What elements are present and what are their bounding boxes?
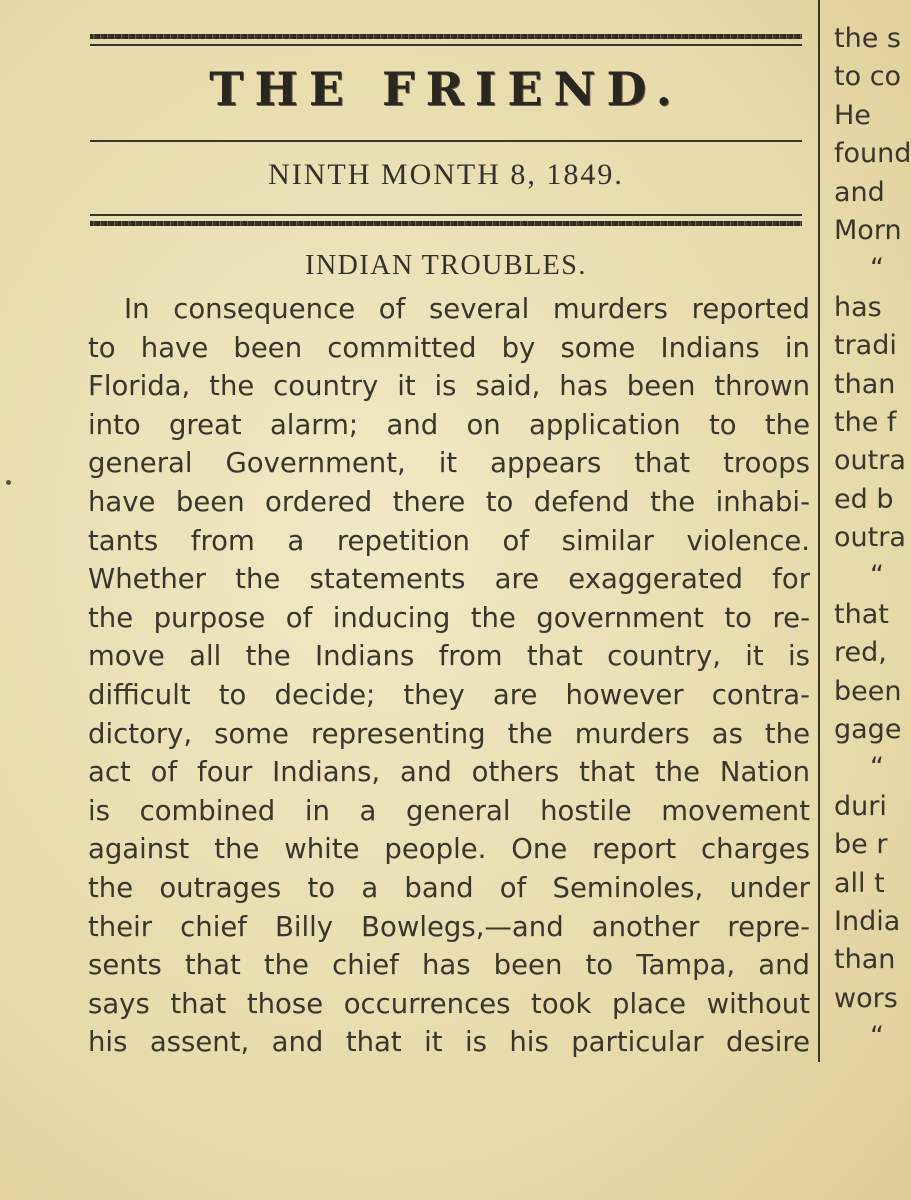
article-line: into great alarm; and on application to the bbox=[88, 408, 810, 441]
article-line: is combined in a general hostile movement bbox=[88, 794, 810, 827]
fragment-line: “ bbox=[870, 1021, 884, 1053]
masthead-top-rule bbox=[90, 34, 802, 39]
fragment-line: than bbox=[834, 944, 896, 976]
fragment-line: Morn bbox=[834, 214, 902, 246]
fragment-line: that bbox=[834, 598, 889, 630]
issue-dateline: NINTH MONTH 8, 1849. bbox=[268, 158, 624, 191]
fragment-line: gage bbox=[834, 714, 902, 746]
article-line: their chief Billy Bowlegs,—and another repre- bbox=[88, 910, 810, 943]
fragment-line: outra bbox=[834, 522, 906, 554]
fragment-line: found bbox=[834, 138, 911, 170]
article-line: tants from a repetition of similar violence. bbox=[88, 524, 810, 557]
article-line: sents that the chief has been to Tampa, and bbox=[88, 949, 810, 982]
adjacent-column-fragment bbox=[834, 20, 911, 1057]
fragment-line: has bbox=[834, 291, 882, 323]
masthead-top-thin-rule bbox=[90, 44, 802, 46]
article-line: move all the Indians from that country, it is bbox=[88, 640, 810, 673]
article-line: the purpose of inducing the government to re- bbox=[88, 601, 810, 634]
fragment-line: He bbox=[834, 99, 871, 131]
article-line: Florida, the country it is said, has been thrown bbox=[88, 370, 810, 403]
fragment-line: and bbox=[834, 176, 885, 208]
article-line: against the white people. One report charges bbox=[88, 833, 810, 866]
fragment-line: wors bbox=[834, 982, 898, 1014]
article-line: his assent, and that it is his particular desire bbox=[88, 1026, 810, 1059]
article-line: Whether the statements are exaggerated for bbox=[88, 563, 810, 596]
dateline-bottom-rule bbox=[90, 221, 802, 226]
article-line: dictory, some representing the murders as the bbox=[88, 717, 810, 750]
article-body bbox=[88, 290, 810, 1062]
fragment-line: tradi bbox=[834, 330, 897, 362]
article-line: general Government, it appears that troops bbox=[88, 447, 810, 480]
fragment-line: India bbox=[834, 905, 901, 937]
column-divider bbox=[818, 0, 820, 1062]
article-line: In consequence of several murders reported bbox=[124, 293, 810, 325]
fragment-line: red, bbox=[834, 637, 887, 669]
fragment-line: “ bbox=[870, 752, 884, 784]
article-line: act of four Indians, and others that the Nation bbox=[88, 756, 810, 789]
article-line: have been ordered there to defend the inhabi- bbox=[88, 485, 810, 518]
article-line: the outrages to a band of Seminoles, under bbox=[88, 871, 810, 904]
fragment-line: “ bbox=[870, 560, 884, 592]
masthead-title: THE FRIEND. bbox=[209, 62, 683, 116]
fragment-line: be r bbox=[834, 829, 888, 861]
fragment-line: ed b bbox=[834, 483, 894, 515]
fragment-line: “ bbox=[870, 253, 884, 285]
article-line: to have been committed by some Indians in bbox=[88, 331, 810, 364]
fragment-line: to co bbox=[834, 61, 902, 93]
fragment-line: than bbox=[834, 368, 896, 400]
article-headline: INDIAN TROUBLES. bbox=[305, 250, 587, 281]
fragment-line: duri bbox=[834, 790, 887, 822]
fragment-line: been bbox=[834, 675, 902, 707]
paper-speck bbox=[6, 480, 11, 485]
fragment-line: all t bbox=[834, 867, 885, 899]
article-line: difficult to decide; they are however contra- bbox=[88, 678, 810, 711]
masthead-bottom-rule bbox=[90, 140, 802, 142]
article-line: says that those occurrences took place without bbox=[88, 987, 810, 1020]
fragment-line: outra bbox=[834, 445, 906, 477]
dateline-bottom-thin-rule bbox=[90, 214, 802, 216]
fragment-line: the f bbox=[834, 406, 897, 438]
fragment-line: the s bbox=[834, 23, 901, 54]
